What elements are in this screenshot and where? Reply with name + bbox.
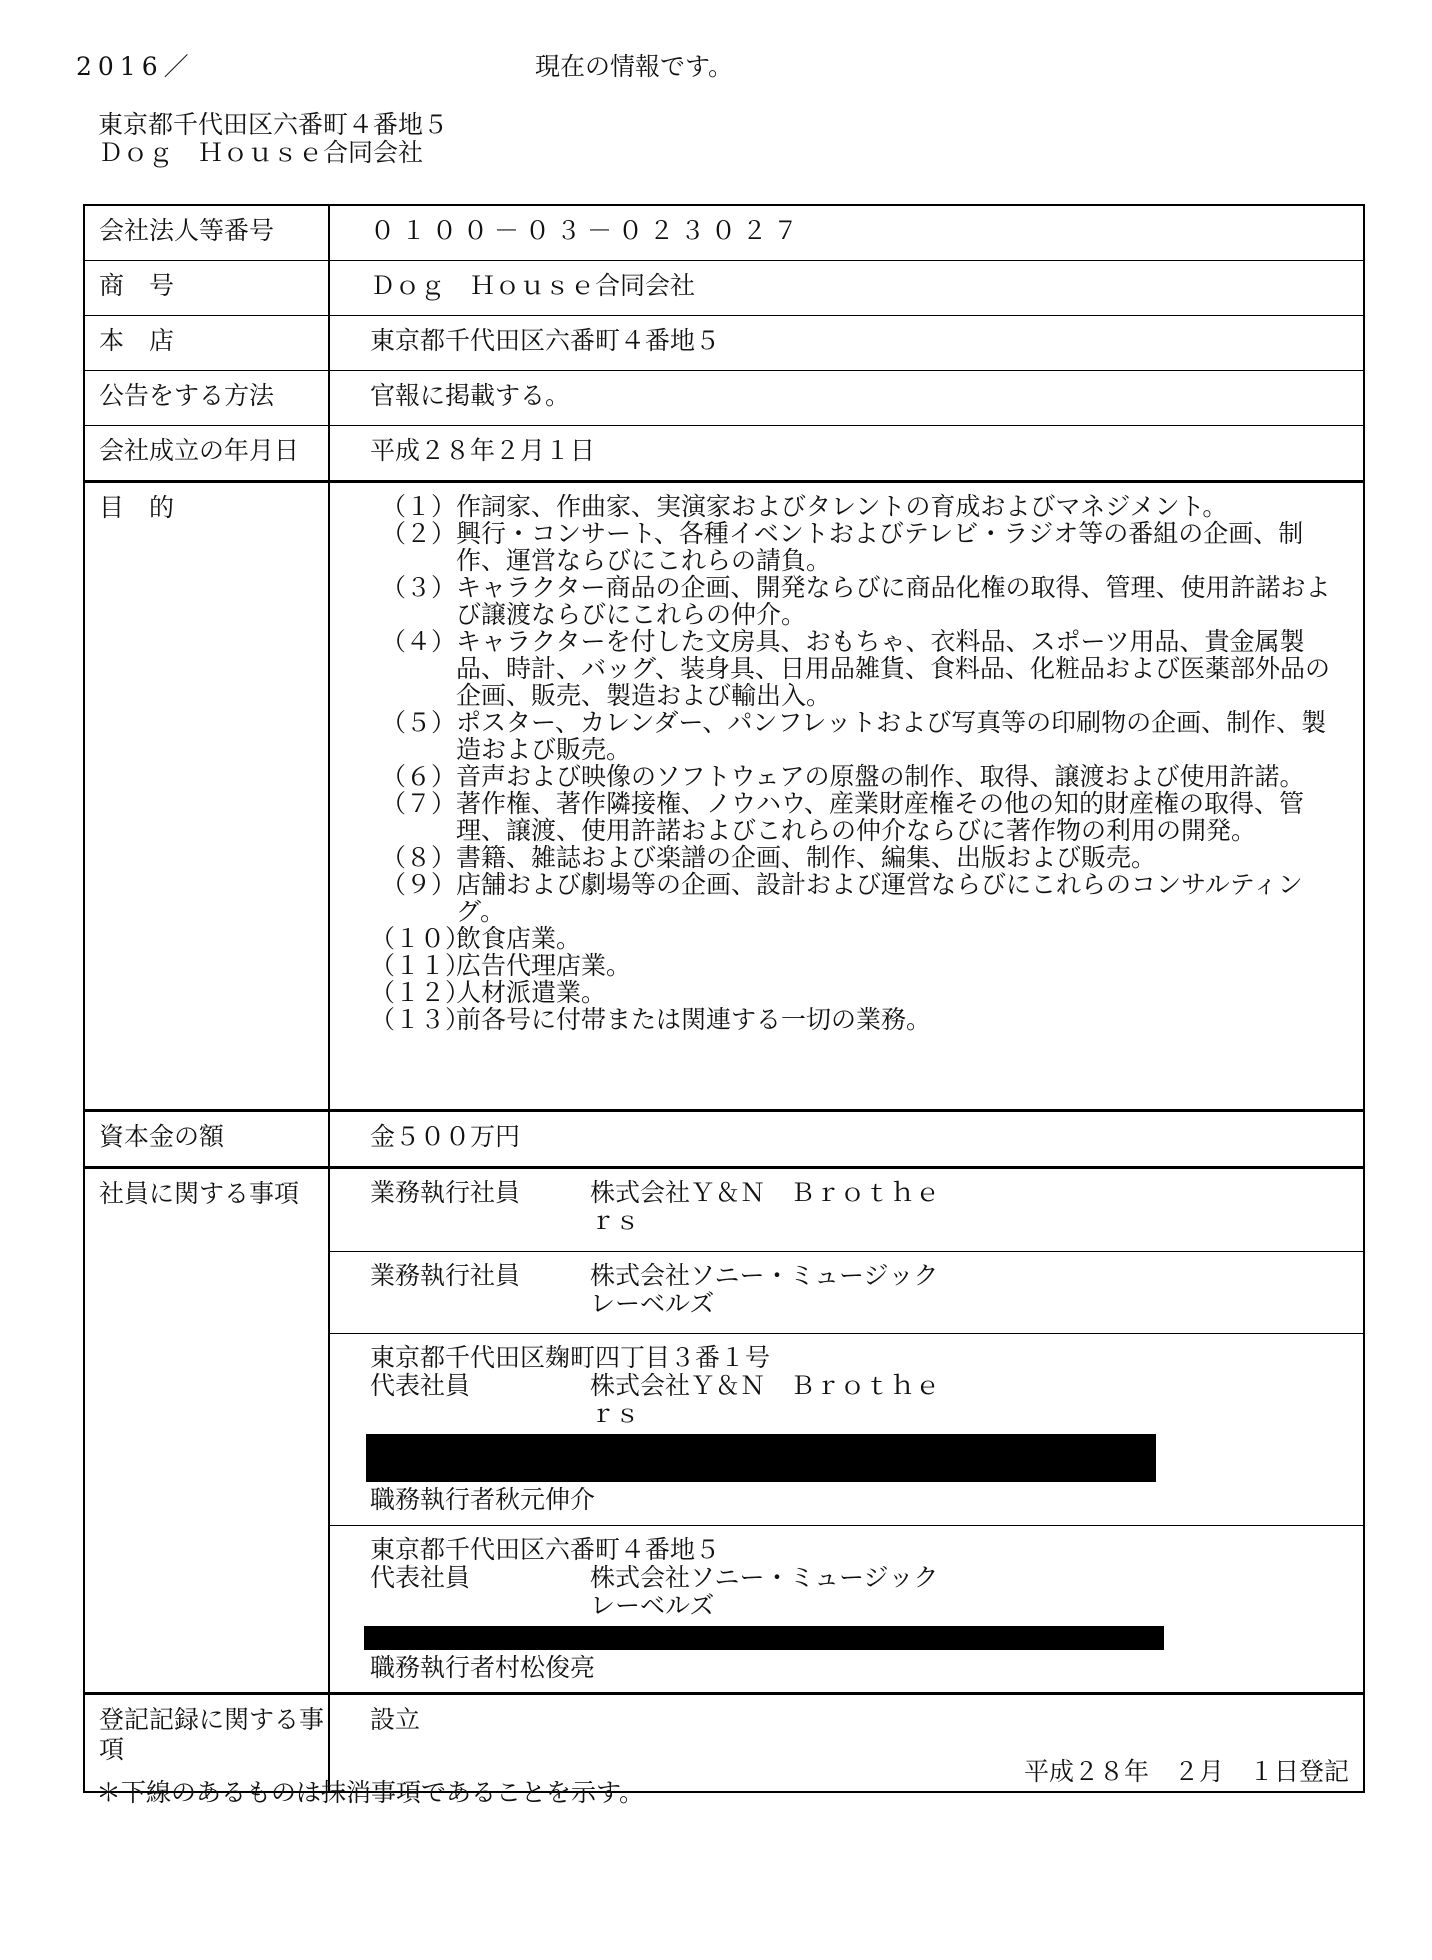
row-members — [85, 1166, 1363, 1692]
trade-name-value: Ｄｏｇ Ｈｏｕｓｅ合同会社 — [370, 271, 696, 300]
notice-method-label: 公告をする方法 — [85, 371, 330, 425]
corp-number-label: 会社法人等番号 — [85, 206, 330, 260]
purpose-item: （９） 店舗および劇場等の企画、設計および運営ならびにこれらのコンサルティング。 — [380, 870, 1303, 926]
row-trade-name — [85, 260, 1363, 315]
exec-member-2: 業務執行社員 株式会社ソニー・ミュージックレーベルズ — [330, 1251, 1363, 1333]
header-address: 東京都千代田区六番町４番地５ — [98, 110, 449, 139]
notice-method-value: 官報に掲載する。 — [370, 381, 571, 410]
document-ref: 2016／ — [76, 52, 195, 81]
redaction-bar — [366, 1434, 1156, 1482]
row-head-office — [85, 315, 1363, 370]
status-note: 現在の情報です。 — [535, 52, 734, 81]
members-label: 社員に関する事項 — [85, 1169, 330, 1692]
purpose-item: （１２） 人材派遣業。 — [370, 978, 607, 1007]
purpose-item: （１０） 飲食店業。 — [370, 924, 582, 953]
row-purpose — [85, 480, 1363, 1109]
row-notice-method — [85, 370, 1363, 425]
founding-date-value: 平成２８年２月１日 — [370, 436, 596, 465]
registration-value — [330, 1695, 1363, 1791]
header-company: Ｄｏｇ Ｈｏｕｓｅ合同会社 — [98, 138, 424, 167]
purpose-item: （４） キャラクターを付した文房具、おもちゃ、衣料品、スポーツ用品、貴金属製品、時計、バッグ、装身具、日用品雑貨、食料品、化粧品および医薬部外品の企画、販売、製造および輸出入。 — [380, 627, 1331, 710]
registration-label: 登記記録に関する事項 — [85, 1695, 330, 1791]
purpose-item: （６） 音声および映像のソフトウェアの原盤の制作、取得、譲渡および使用許諾。 — [380, 762, 1305, 791]
purpose-item: （１１） 広告代理店業。 — [370, 951, 632, 980]
purpose-item: （５） ポスター、カレンダー、パンフレットおよび写真等の印刷物の企画、制作、製造および販売。 — [380, 708, 1327, 764]
purpose-item: （１３） 前各号に付帯または関連する一切の業務。 — [370, 1005, 932, 1034]
members-block — [330, 1169, 1363, 1692]
purpose-item: （３） キャラクター商品の企画、開発ならびに商品化権の取得、管理、使用許諾および譲渡ならびにこれらの仲介。 — [380, 573, 1331, 629]
exec-member-1: 業務執行社員 株式会社Ｙ＆Ｎ Ｂｒｏｔｈｅｒｓ — [370, 1178, 941, 1235]
row-founding-date — [85, 425, 1363, 480]
footnote: ＊下線のあるものは抹消事項であることを示す。 — [96, 1778, 645, 1807]
registration-date: 平成２８年 ２月 １日登記 — [1023, 1757, 1349, 1786]
head-office-label: 本 店 — [85, 316, 330, 370]
registry-table — [83, 204, 1365, 1793]
registration-event: 設立 — [370, 1705, 421, 1734]
row-capital — [85, 1109, 1363, 1166]
row-corp-number — [85, 206, 1363, 260]
founding-date-label: 会社成立の年月日 — [85, 426, 330, 480]
head-office-value: 東京都千代田区六番町４番地５ — [370, 326, 721, 355]
rep1-address: 東京都千代田区麹町四丁目３番１号 — [370, 1343, 771, 1372]
corp-number-value: ０１００－０３－０２３０２７ — [370, 216, 805, 245]
row-registration — [85, 1692, 1363, 1791]
rep-member-2: 東京都千代田区六番町４番地５ 代表社員 株式会社ソニー・ミュージックレーベルズ 職務執行者 村松俊亮 — [330, 1525, 1363, 1690]
trade-name-label: 商 号 — [85, 261, 330, 315]
purpose-list — [330, 483, 1363, 1109]
purpose-item: （１） 作詞家、作曲家、実演家およびタレントの育成およびマネジメント。 — [380, 492, 1228, 521]
purpose-label: 目 的 — [85, 483, 330, 1109]
capital-value: 金５００万円 — [370, 1122, 521, 1151]
rep-member-1: 東京都千代田区麹町四丁目３番１号 代表社員 株式会社Ｙ＆Ｎ Ｂｒｏｔｈｅｒｓ 職務執行者 秋元伸介 — [330, 1333, 1363, 1525]
rep2-address: 東京都千代田区六番町４番地５ — [370, 1535, 721, 1564]
purpose-item: （７） 著作権、著作隣接権、ノウハウ、産業財産権その他の知的財産権の取得、管理、譲渡、使用許諾およびこれらの仲介ならびに著作物の利用の開発。 — [380, 789, 1305, 845]
purpose-item: （２） 興行・コンサート、各種イベントおよびテレビ・ラジオ等の番組の企画、制作、運営ならびにこれらの請負。 — [380, 519, 1304, 575]
purpose-item: （８） 書籍、雑誌および楽譜の企画、制作、編集、出版および販売。 — [380, 843, 1157, 872]
capital-label: 資本金の額 — [85, 1112, 330, 1166]
redaction-bar — [364, 1626, 1164, 1650]
